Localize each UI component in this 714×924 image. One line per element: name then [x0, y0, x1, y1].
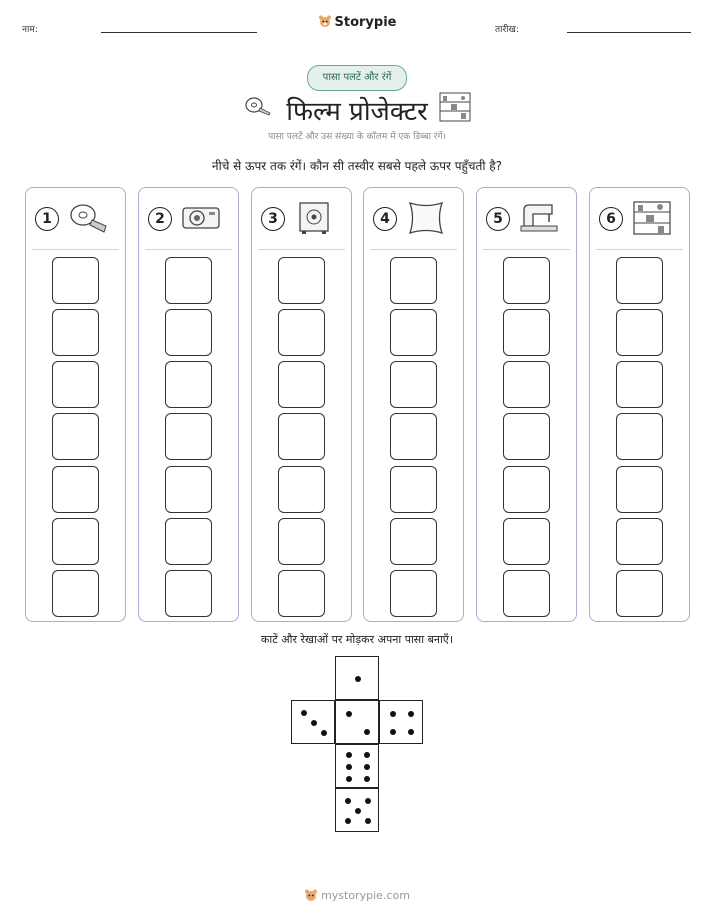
die-face-4	[379, 700, 423, 744]
instruction-text: नीचे से ऊपर तक रंगें। कौन सी तस्वीर सबसे पहले ऊपर पहुँचती है?	[211, 159, 503, 173]
color-box[interactable]	[390, 361, 437, 408]
color-box[interactable]	[52, 413, 99, 460]
column-number: 3	[261, 207, 285, 231]
color-box[interactable]	[278, 570, 325, 617]
color-box[interactable]	[52, 466, 99, 513]
cut-instruction: काटें और रेखाओं पर मोड़कर अपना पासा बनाएँ।	[260, 633, 454, 646]
name-field[interactable]	[101, 32, 257, 33]
color-box[interactable]	[390, 413, 437, 460]
column-6	[589, 187, 690, 622]
color-box[interactable]	[616, 361, 663, 408]
color-box[interactable]	[503, 518, 550, 565]
die-pip	[364, 729, 370, 735]
color-box[interactable]	[390, 257, 437, 304]
color-box[interactable]	[390, 309, 437, 356]
color-box[interactable]	[165, 361, 212, 408]
die-pip	[408, 729, 414, 735]
color-box[interactable]	[278, 309, 325, 356]
color-box[interactable]	[52, 309, 99, 356]
die-pip	[346, 752, 352, 758]
column-3	[251, 187, 352, 622]
column-number: 2	[148, 207, 172, 231]
color-box[interactable]	[616, 570, 663, 617]
color-box[interactable]	[616, 413, 663, 460]
column-number: 6	[599, 207, 623, 231]
film-reel-icon	[68, 200, 108, 236]
column-divider	[483, 249, 570, 250]
color-box[interactable]	[278, 413, 325, 460]
color-box[interactable]	[278, 518, 325, 565]
die-pip	[364, 752, 370, 758]
color-box[interactable]	[503, 309, 550, 356]
die-pip	[365, 818, 371, 824]
die-pip	[355, 676, 361, 682]
color-box[interactable]	[52, 257, 99, 304]
column-divider	[32, 249, 119, 250]
die-pip	[345, 798, 351, 804]
color-box[interactable]	[165, 257, 212, 304]
projector-icon	[181, 200, 221, 236]
die-pip	[364, 776, 370, 782]
die-pip	[355, 808, 361, 814]
footer	[0, 888, 714, 905]
column-divider	[596, 249, 683, 250]
workbench-shelf-icon	[439, 92, 471, 122]
storypie-bear-icon	[304, 888, 318, 905]
brand-logo	[0, 14, 714, 30]
color-box[interactable]	[52, 361, 99, 408]
activity-badge: पासा पलटें और रंगें	[307, 65, 407, 91]
color-box[interactable]	[165, 413, 212, 460]
color-box[interactable]	[52, 570, 99, 617]
color-box[interactable]	[616, 518, 663, 565]
color-box[interactable]	[52, 518, 99, 565]
column-number: 4	[373, 207, 397, 231]
color-box[interactable]	[390, 466, 437, 513]
subtitle: पासा पलटें और उस संख्या के कॉलम में एक डिब्बा रंगें।	[268, 132, 446, 142]
die-pip	[346, 711, 352, 717]
die-pip	[364, 764, 370, 770]
die-pip	[346, 776, 352, 782]
column-2	[138, 187, 239, 622]
page-title: फिल्म प्रोजेक्टर	[286, 97, 428, 127]
color-box[interactable]	[390, 570, 437, 617]
die-pip	[365, 798, 371, 804]
color-box[interactable]	[503, 257, 550, 304]
color-box[interactable]	[616, 257, 663, 304]
date-field[interactable]	[567, 32, 691, 33]
color-box[interactable]	[278, 257, 325, 304]
color-box[interactable]	[278, 466, 325, 513]
color-box[interactable]	[165, 309, 212, 356]
column-5	[476, 187, 577, 622]
name-label: नाम:	[22, 25, 38, 35]
workbench-shelf-icon	[632, 200, 672, 236]
die-pip	[301, 710, 307, 716]
storypie-bear-icon	[318, 14, 332, 28]
color-box[interactable]	[503, 361, 550, 408]
die-pip	[311, 720, 317, 726]
brand-name: Storypie	[334, 15, 397, 30]
color-box[interactable]	[503, 570, 550, 617]
column-divider	[258, 249, 345, 250]
color-box[interactable]	[165, 466, 212, 513]
color-box[interactable]	[390, 518, 437, 565]
pillow-icon	[406, 200, 446, 236]
die-face-2	[335, 700, 379, 744]
column-divider	[145, 249, 232, 250]
die-pip	[408, 711, 414, 717]
footer-url: mystorypie.com	[321, 889, 410, 902]
color-box[interactable]	[165, 570, 212, 617]
date-label: तारीख:	[495, 25, 519, 35]
color-box[interactable]	[278, 361, 325, 408]
color-box[interactable]	[503, 413, 550, 460]
die-pip	[390, 729, 396, 735]
column-number: 1	[35, 207, 59, 231]
safe-icon	[294, 200, 334, 236]
die-face-6	[335, 744, 379, 788]
die-pip	[346, 764, 352, 770]
column-4	[363, 187, 464, 622]
column-1	[25, 187, 126, 622]
die-face-1	[335, 656, 379, 700]
color-box[interactable]	[616, 309, 663, 356]
die-pip	[345, 818, 351, 824]
die-pip	[321, 730, 327, 736]
column-number: 5	[486, 207, 510, 231]
column-divider	[370, 249, 457, 250]
die-pip	[390, 711, 396, 717]
color-box[interactable]	[503, 466, 550, 513]
sewing-machine-icon	[519, 200, 559, 236]
color-box[interactable]	[165, 518, 212, 565]
die-face-3	[291, 700, 335, 744]
die-face-5	[335, 788, 379, 832]
color-box[interactable]	[616, 466, 663, 513]
